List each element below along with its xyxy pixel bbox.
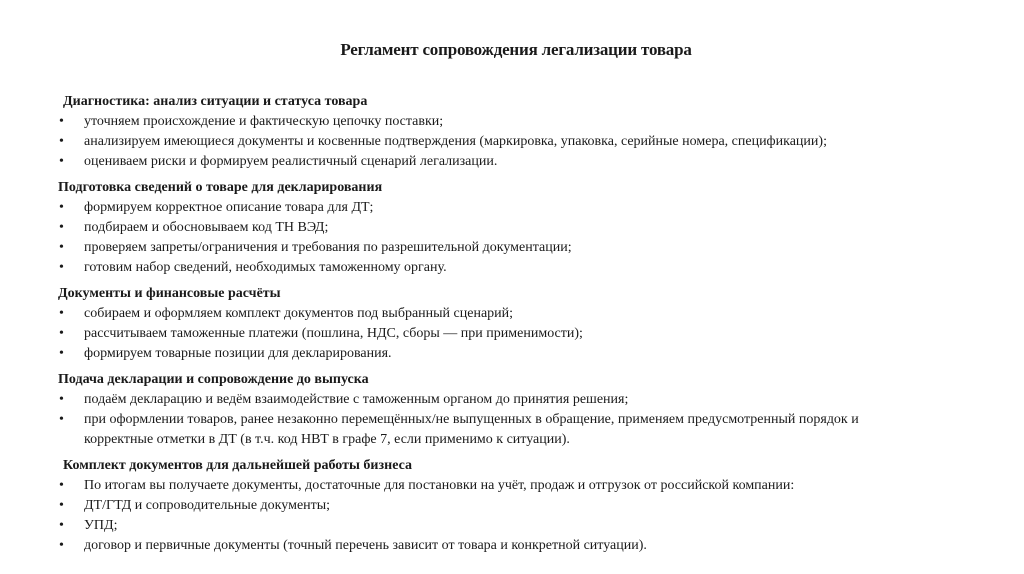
list-item-text: формируем корректное описание товара для ДТ;	[84, 200, 374, 215]
section-heading: Подготовка сведений о товаре для декларирования	[58, 180, 383, 195]
list-item-text: анализируем имеющиеся документы и косвенные подтверждения (маркировка, упаковка, серийные номера, спецификации);	[84, 134, 827, 149]
list-item-text: формируем товарные позиции для декларирования.	[84, 346, 392, 361]
bullet-icon: •	[59, 240, 64, 255]
bullet-icon: •	[59, 200, 64, 215]
list-item-text: оцениваем риски и формируем реалистичный сценарий легализации.	[84, 154, 498, 169]
section-diagnostics	[58, 92, 958, 172]
list-item	[58, 324, 958, 344]
list-item-text: подбираем и обосновываем код ТН ВЭД;	[84, 220, 329, 235]
list-item-text: собираем и оформляем комплект документов под выбранный сценарий;	[84, 306, 514, 321]
bullet-icon: •	[59, 518, 64, 533]
bullet-icon: •	[59, 220, 64, 235]
list-item	[58, 238, 958, 258]
bullet-icon: •	[59, 412, 64, 427]
list-item	[58, 198, 958, 218]
list-item-text: ДТ/ГТД и сопроводительные документы;	[84, 498, 331, 513]
list-item	[58, 344, 958, 364]
list-item-text: По итогам вы получаете документы, достаточные для постановки на учёт, продаж и отгрузок от российской компании:	[84, 478, 795, 493]
list-item-text: проверяем запреты/ограничения и требования по разрешительной документации;	[84, 240, 572, 255]
list-item-text: готовим набор сведений, необходимых таможенному органу.	[84, 260, 447, 275]
section-heading: Документы и финансовые расчёты	[58, 286, 281, 301]
list-item-text: уточняем происхождение и фактическую цепочку поставки;	[84, 114, 444, 129]
section-heading: Диагностика: анализ ситуации и статуса товара	[63, 94, 368, 109]
list-item	[58, 304, 958, 324]
list-item	[58, 152, 958, 172]
list-item	[58, 132, 958, 152]
bullet-icon: •	[59, 478, 64, 493]
section-business-documents	[58, 456, 958, 556]
bullet-icon: •	[59, 260, 64, 275]
bullet-list	[58, 476, 958, 556]
section-heading: Комплект документов для дальнейшей работы бизнеса	[63, 458, 412, 473]
content-body	[58, 92, 958, 558]
page-title: Регламент сопровождения легализации товара	[340, 40, 692, 59]
list-item	[58, 258, 958, 278]
section-heading: Подача декларации и сопровождение до выпуска	[58, 372, 369, 387]
list-item	[58, 410, 958, 450]
list-item	[58, 476, 958, 496]
section-submission	[58, 370, 958, 450]
list-item	[58, 218, 958, 238]
section-documents-finance	[58, 284, 958, 364]
bullet-icon: •	[59, 154, 64, 169]
bullet-list	[58, 112, 958, 172]
bullet-list	[58, 198, 958, 278]
list-item	[58, 536, 958, 556]
bullet-list	[58, 304, 958, 364]
bullet-icon: •	[59, 392, 64, 407]
list-item	[58, 390, 958, 410]
bullet-icon: •	[59, 114, 64, 129]
list-item-text: подаём декларацию и ведём взаимодействие с таможенным органом до принятия решения;	[84, 392, 629, 407]
bullet-icon: •	[59, 538, 64, 553]
list-item-text: УПД;	[84, 518, 118, 533]
list-item-text: рассчитываем таможенные платежи (пошлина, НДС, сборы — при применимости);	[84, 326, 583, 341]
bullet-icon: •	[59, 326, 64, 341]
list-item-text: договор и первичные документы (точный перечень зависит от товара и конкретной ситуации).	[84, 538, 647, 553]
bullet-icon: •	[59, 134, 64, 149]
bullet-icon: •	[59, 498, 64, 513]
list-item	[58, 496, 958, 516]
list-item	[58, 516, 958, 536]
list-item-text: при оформлении товаров, ранее незаконно перемещённых/не выпущенных в обращение, применяем предусмотренный порядок и корректные отметки в ДТ (в т.ч. код НВТ в графе 7, если применимо к ситуации).	[84, 412, 859, 447]
bullet-list	[58, 390, 958, 450]
bullet-icon: •	[59, 306, 64, 321]
section-declaration-prep	[58, 178, 958, 278]
bullet-icon: •	[59, 346, 64, 361]
list-item	[58, 112, 958, 132]
